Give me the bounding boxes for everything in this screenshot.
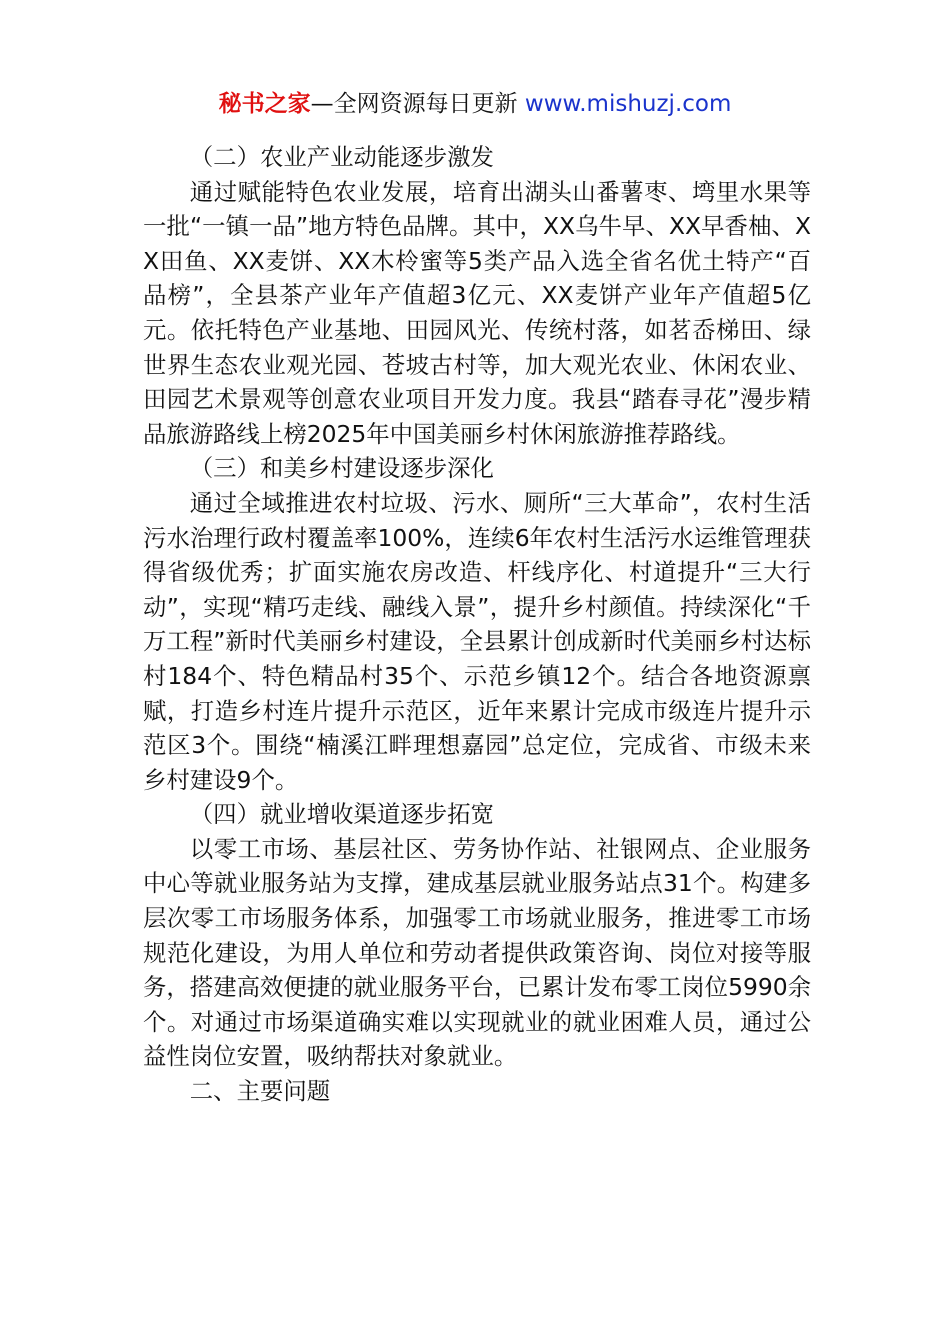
site-banner xyxy=(0,88,950,120)
section-heading-employment: （四）就业增收渠道逐步拓宽 xyxy=(189,800,494,829)
site-slogan: —全网资源每日更新 xyxy=(310,91,525,117)
paragraph-village: 通过全域推进农村垃圾、污水、厕所“三大革命”，农村生活污水治理行政村覆盖率100%，连续6年农村生活污水运维管理获得省级优秀；扩面实施农房改造、杆线序化、村道提升“三大行动”，实现“精巧走线、融线入景”，提升乡村颜值。持续深化“千万工程”新时代美丽乡村建设，全县累计创成新时代美丽乡村达标村184个、特色精品村35个、示范乡镇12个。结合各地资源禀赋，打造乡村连片提升示范区，近年来累计完成市级连片提升示范区3个。围绕“楠溪江畔理想嘉园”总定位，完成省、市级未来乡村建设9个。 xyxy=(143,488,811,794)
document-body xyxy=(143,140,811,1109)
section-heading-village: （三）和美乡村建设逐步深化 xyxy=(189,454,494,483)
site-brand: 秘书之家 xyxy=(218,91,311,117)
paragraph-employment: 以零工市场、基层社区、劳务协作站、社银网点、企业服务中心等就业服务站为支撑，建成基层就业服务站点31个。构建多层次零工市场服务体系，加强零工市场就业服务，推进零工市场规范化建设，为用人单位和劳动者提供政策咨询、岗位对接等服务，搭建高效便捷的就业服务平台，已累计发布零工岗位5990余个。对通过市场渠道确实难以实现就业的就业困难人员，通过公益性岗位安置，吸纳帮扶对象就业。 xyxy=(143,834,811,1071)
site-url-link[interactable]: www.mishuzj.com xyxy=(524,91,732,117)
section-heading-agriculture: （二）农业产业动能逐步激发 xyxy=(189,143,494,171)
paragraph-agriculture: 通过赋能特色农业发展，培育出湖头山番薯枣、塆里水果等一批“一镇一品”地方特色品牌。其中，XX乌牛早、XX早香柚、XX田鱼、XX麦饼、XX木柃蜜等5类产品入选全省名优土特产“百品榜”，全县茶产业年产值超3亿元、XX麦饼产业年产值超5亿元。依托特色产业基地、田园风光、传统村落，如茗岙梯田、绿世界生态农业观光园、苍坡古村等，加大观光农业、休闲农业、田园艺术景观等创意农业项目开发力度。我县“踏春寻花”漫步精品旅游路线上榜2025年中国美丽乡村休闲旅游推荐路线。 xyxy=(143,177,811,448)
part-heading-problems: 二、主要问题 xyxy=(189,1077,331,1106)
